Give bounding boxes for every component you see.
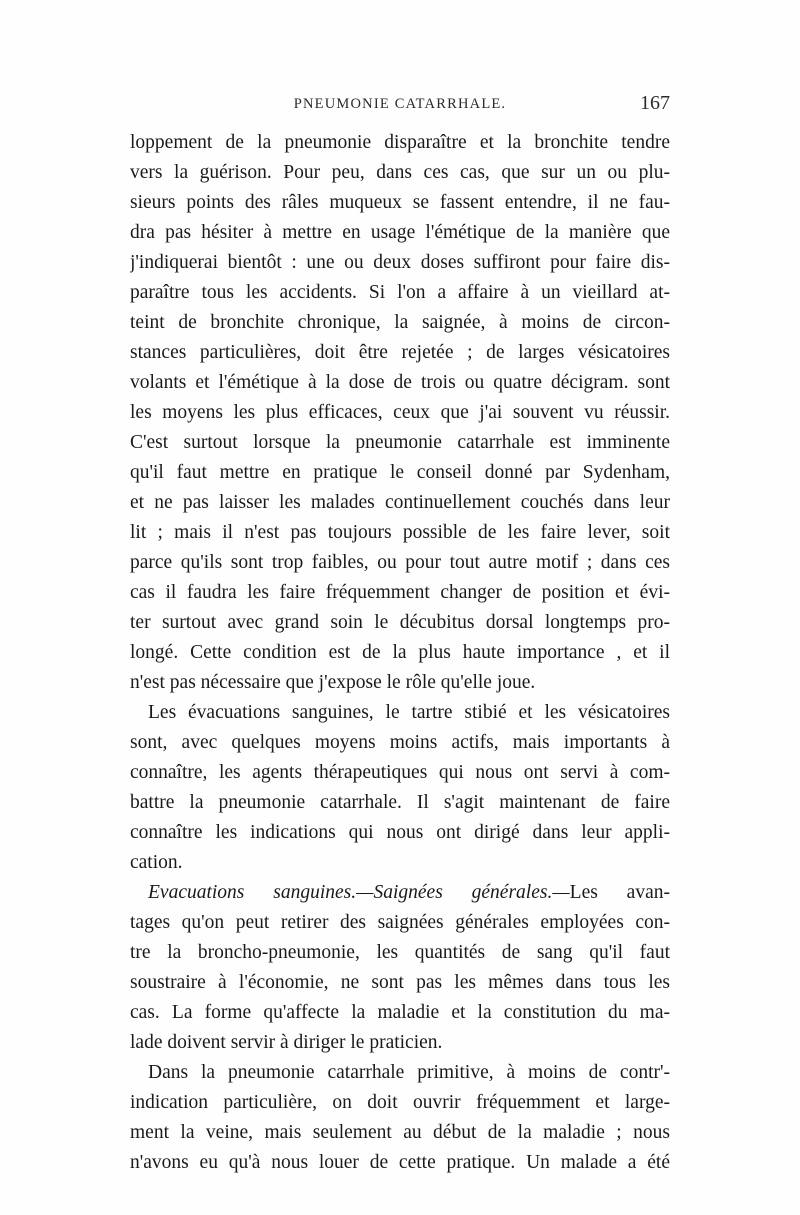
text-line: ment la veine, mais seulement au début de la maladie ; nous — [130, 1122, 670, 1143]
page-number: 167 — [640, 92, 670, 114]
text-line: loppement de la pneumonie disparaître et la bronchite tendre — [130, 132, 670, 153]
body-text — [130, 128, 670, 1178]
running-title: PNEUMONIE CATARRHALE. — [293, 96, 507, 112]
text-line: j'indiquerai bientôt : une ou deux doses suffiront pour faire dis- — [130, 252, 670, 273]
text-line: cas il faudra les faire fréquemment changer de position et évi- — [130, 582, 670, 603]
text-line: volants et l'émétique à la dose de trois ou quatre décigram. sont — [130, 372, 670, 393]
text-line: connaître, les agents thérapeutiques qui nous ont servi à com- — [130, 762, 670, 783]
text-line: vers la guérison. Pour peu, dans ces cas, que sur un ou plu- — [130, 162, 670, 183]
text-line: stances particulières, doit être rejetée ; de larges vésicatoires — [130, 342, 670, 363]
text-line: indication particulière, on doit ouvrir fréquemment et large- — [130, 1092, 670, 1113]
text-line: soustraire à l'économie, ne sont pas les mêmes dans tous les — [130, 972, 670, 993]
text-line: parce qu'ils sont trop faibles, ou pour tout autre motif ; dans ces — [130, 552, 670, 573]
text-line: lit ; mais il n'est pas toujours possible de les faire lever, soit — [130, 522, 670, 543]
text-line: cas. La forme qu'affecte la maladie et la constitution du ma- — [130, 1002, 670, 1023]
text-line-content: Les avan- — [569, 882, 670, 903]
text-line: dra pas hésiter à mettre en usage l'émétique de la manière que — [130, 222, 670, 243]
text-line: paraître tous les accidents. Si l'on a affaire à un vieillard at- — [130, 282, 670, 303]
section-heading: Evacuations sanguines.—Saignées générales.— — [148, 882, 570, 903]
text-line: qu'il faut mettre en pratique le conseil donné par Sydenham, — [130, 462, 670, 483]
text-line: Dans la pneumonie catarrhale primitive, à moins de contr'- — [148, 1062, 670, 1083]
text-line: connaître les indications qui nous ont dirigé dans leur appli- — [130, 822, 670, 843]
text-line: Les évacuations sanguines, le tartre stibié et les vésicatoires — [148, 702, 670, 723]
text-line: et ne pas laisser les malades continuellement couchés dans leur — [130, 492, 670, 513]
text-line: teint de bronchite chronique, la saignée, à moins de circon- — [130, 312, 670, 333]
text-line: cation. — [130, 852, 183, 873]
text-line: n'avons eu qu'à nous louer de cette pratique. Un malade a été — [130, 1152, 670, 1173]
text-line: C'est surtout lorsque la pneumonie catarrhale est imminente — [130, 432, 670, 453]
text-line: tre la broncho-pneumonie, les quantités de sang qu'il faut — [130, 942, 670, 963]
page-header — [130, 92, 670, 116]
text-line: sieurs points des râles muqueux se fassent entendre, il ne fau- — [130, 192, 670, 213]
text-line: sont, avec quelques moyens moins actifs, mais importants à — [130, 732, 670, 753]
text-line: battre la pneumonie catarrhale. Il s'agit maintenant de faire — [130, 792, 670, 813]
text-line: longé. Cette condition est de la plus haute importance , et il — [130, 642, 670, 663]
text-line: ter surtout avec grand soin le décubitus dorsal longtemps pro- — [130, 612, 670, 633]
text-line: tages qu'on peut retirer des saignées générales employées con- — [130, 912, 670, 933]
text-line: les moyens les plus efficaces, ceux que j'ai souvent vu réussir. — [130, 402, 670, 423]
text-line: n'est pas nécessaire que j'expose le rôle qu'elle joue. — [130, 672, 536, 693]
text-line — [130, 878, 670, 908]
text-line: lade doivent servir à diriger le praticien. — [130, 1032, 443, 1053]
